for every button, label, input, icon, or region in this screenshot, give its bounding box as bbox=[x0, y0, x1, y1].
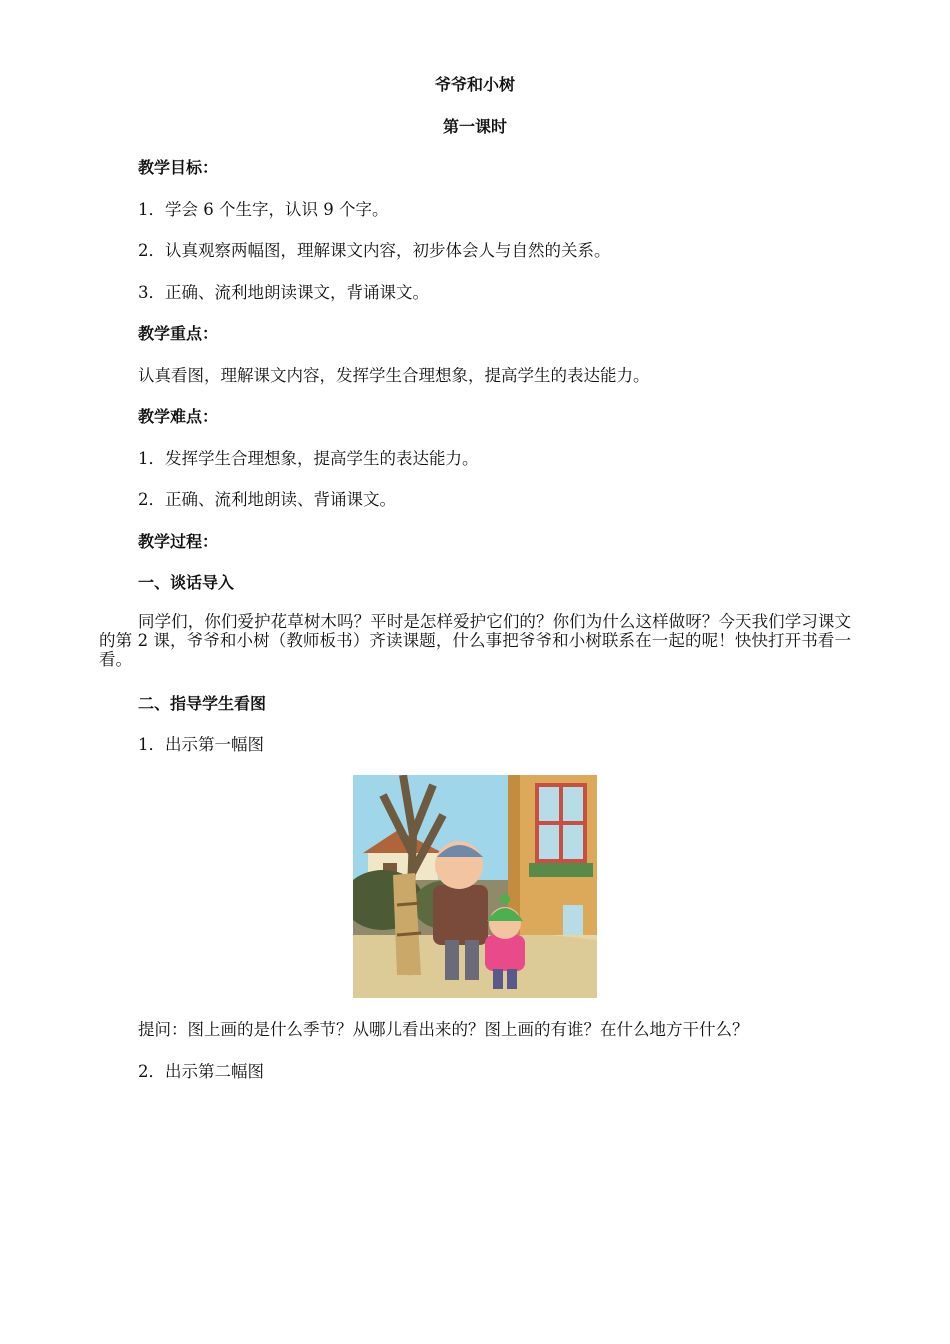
document-title: 爷爷和小树 bbox=[434, 75, 515, 94]
goal-item: 2．认真观察两幅图，理解课文内容，初步体会人与自然的关系。 bbox=[138, 241, 611, 260]
section-heading-picture: 二、指导学生看图 bbox=[138, 694, 267, 713]
lesson-subtitle: 第一课时 bbox=[442, 117, 507, 136]
section-heading-intro: 一、谈话导入 bbox=[138, 573, 235, 592]
key-points-heading: 教学重点： bbox=[138, 324, 219, 343]
show-figure-1: 1．出示第一幅图 bbox=[138, 735, 264, 754]
goal-item: 3．正确、流利地朗读课文，背诵课文。 bbox=[138, 283, 429, 302]
process-heading: 教学过程： bbox=[138, 532, 219, 551]
goal-item: 1．学会 6 个生字，认识 9 个字。 bbox=[138, 200, 389, 219]
question-text: 提问：图上画的是什么季节？从哪儿看出来的？图上画的有谁？在什么地方干什么？ bbox=[138, 1020, 749, 1039]
key-points-text: 认真看图，理解课文内容，发挥学生合理想象，提高学生的表达能力。 bbox=[138, 366, 650, 385]
intro-paragraph: 同学们，你们爱护花草树木吗？平时是怎样爱护它们的？你们为什么这样做呀？今天我们学习课文的第 2 课，爷爷和小树（教师板书）齐读课题，什么事把爷爷和小树联系在一起的呢！快快打开书看一看。 bbox=[99, 612, 851, 669]
difficulty-item: 2．正确、流利地朗读、背诵课文。 bbox=[138, 490, 396, 509]
illustration-grandpa-and-tree bbox=[353, 775, 597, 998]
goals-heading: 教学目标： bbox=[138, 158, 219, 177]
difficulty-item: 1．发挥学生合理想象，提高学生的表达能力。 bbox=[138, 449, 479, 468]
show-figure-2: 2．出示第二幅图 bbox=[138, 1062, 264, 1081]
difficulties-heading: 教学难点： bbox=[138, 407, 219, 426]
